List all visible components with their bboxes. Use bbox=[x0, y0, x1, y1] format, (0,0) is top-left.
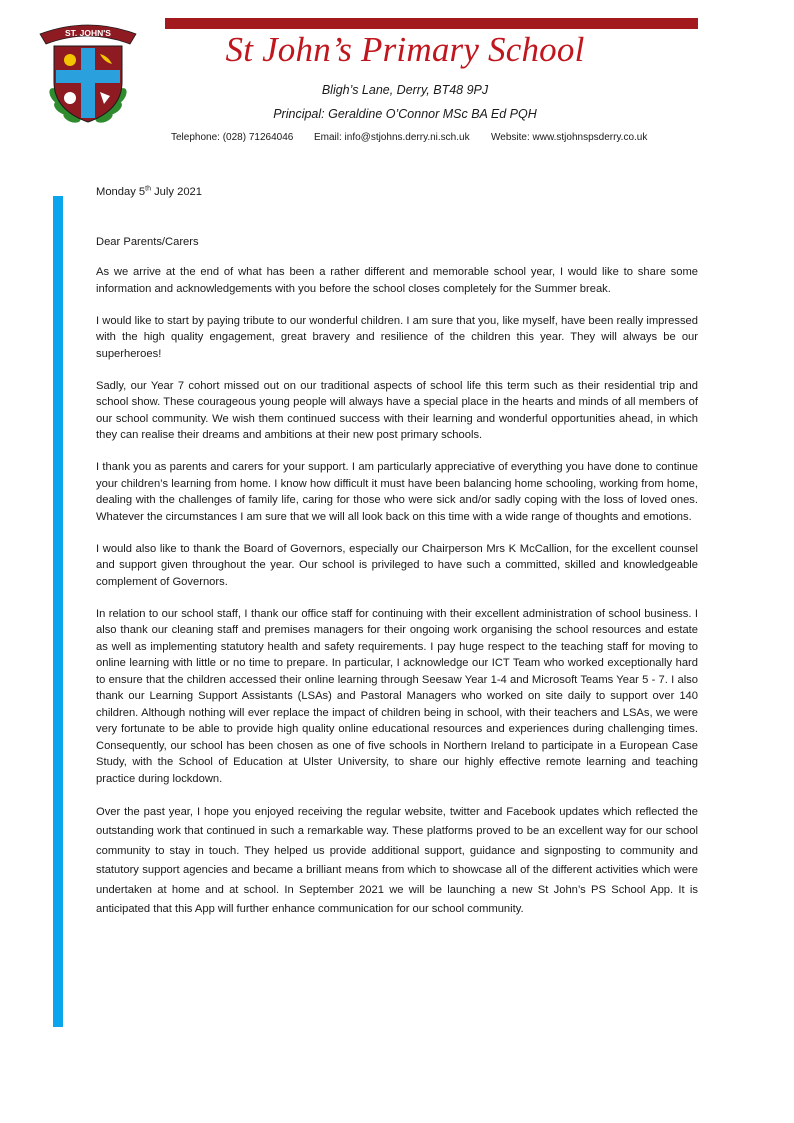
letter-body bbox=[96, 184, 698, 935]
date-suffix: th bbox=[145, 185, 151, 193]
letter-paragraph: As we arrive at the end of what has been a rather different and memorable school year, I would like to share some information and acknowledgements with you before the school closes completely for the Summer break. bbox=[96, 266, 698, 295]
letter-paragraph: In relation to our school staff, I thank our office staff for continuing with their excellent administration of school business. I also thank our cleaning staff and premises managers for their ongoing work organising the school resources and estate as well as implementing statutory health and safety requirements. I pay huge respect to the teaching staff for moving to online learning with little or no time to prepare. In particular, I acknowledge our ICT Team who worked exceptionally hard to ensure that the children accessed their online learning through Seesaw Year 1-4 and Microsoft Teams Year 5 - 7. I also thank our Learning Support Assistants (LSAs) and Pastoral Managers who worked on site daily to support over 140 children. Although nothing will ever replace the impact of children being in school, with their teachers and LSAs, we were very fortunate to be able to provide high quality online educational resources and experiences during challenging times. Consequently, our school has been chosen as one of five schools in Northern Ireland to participate in a European Case Study, with the School of Education at Ulster University, to share our highly effective remote learning and teaching practice during lockdown. bbox=[96, 607, 698, 785]
letter-date bbox=[96, 184, 698, 201]
contact-telephone: Telephone: (028) 71264046 bbox=[171, 132, 294, 143]
contact-website: Website: www.stjohnspsderry.co.uk bbox=[491, 132, 648, 143]
side-accent-bar bbox=[53, 196, 63, 1027]
crest-banner-text: ST. JOHN'S bbox=[65, 28, 111, 38]
letter-paragraph: I would also like to thank the Board of Governors, especially our Chairperson Mrs K McCallion, for the excellent counsel and support given throughout the year. Our school is privileged to have such a committed, skilled and knowledgeable complement of Governors. bbox=[96, 542, 698, 588]
letter-paragraph: I would like to start by paying tribute to our wonderful children. I am sure that you, like myself, have been really impressed with the high quality engagement, great bravery and resilience of the children this year. They will always be our superheroes! bbox=[96, 314, 698, 360]
school-name: St John’s Primary School bbox=[225, 30, 585, 69]
letter-paragraph: I thank you as parents and carers for your support. I am particularly appreciative of everything you have done to continue your children’s learning from home. I know how difficult it must have been balancing home schooling, working from home, dealing with the challenges of family life, caring for those who were sick and/or sadly coping with the loss of loved ones. Whatever the circumstances I am sure that we will all look back on this time with a wide range of thoughts and emotions. bbox=[96, 461, 698, 523]
school-crest-logo bbox=[36, 18, 140, 128]
letter-paragraph: Sadly, our Year 7 cohort missed out on our traditional aspects of school life this term such as their residential trip and school show. These courageous young people will always have a special place in the hearts and minds of all members of our school community. We wish them continued success with their learning and wonderful opportunities ahead, in which they can realise their dreams and ambitions at their new post primary schools. bbox=[96, 379, 698, 441]
letter-paragraph: Over the past year, I hope you enjoyed receiving the regular website, twitter and Facebook updates which reflected the outstanding work that continued in such a remarkable way. These platforms proved to be an excellent way for our school community to stay in touch. They helped us provide additional support, guidance and signposting to community and statutory support agencies and became a brilliant means from which to showcase all of the different activities which were undertaken at home and at school. In September 2021 we will be launching a new St John’s PS School App. It is anticipated that this App will further enhance communication for our school community. bbox=[96, 805, 698, 915]
contact-email: Email: info@stjohns.derry.ni.sch.uk bbox=[314, 132, 470, 143]
date-day: Monday 5 bbox=[96, 186, 146, 198]
date-rest: July 2021 bbox=[150, 186, 202, 198]
principal-line: Principal: Geraldine O’Connor MSc BA Ed PQH bbox=[273, 107, 537, 121]
letter-greeting: Dear Parents/Carers bbox=[96, 235, 199, 248]
school-address: Bligh’s Lane, Derry, BT48 9PJ bbox=[321, 83, 489, 97]
header-red-bar bbox=[165, 18, 698, 29]
